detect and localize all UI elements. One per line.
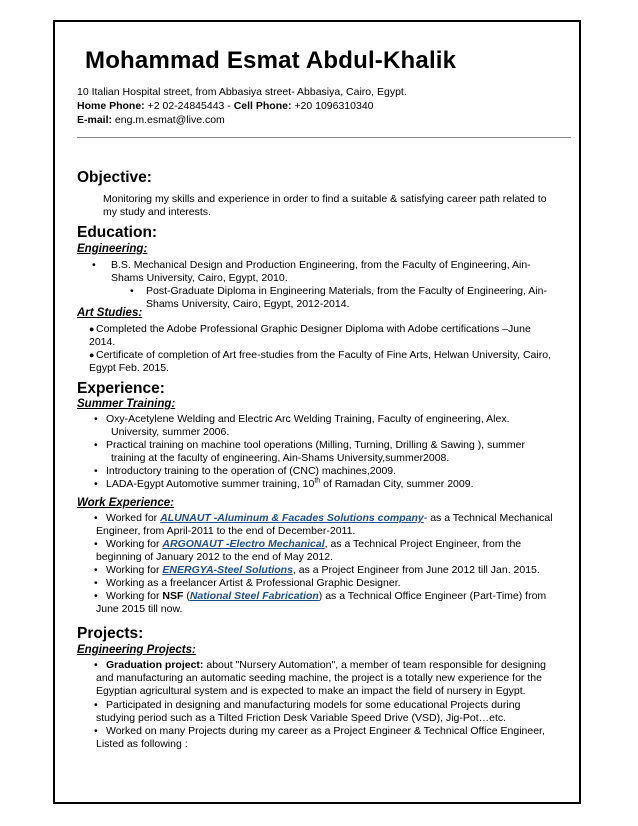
summer-training-subheading: Summer Training: [77, 398, 176, 410]
work-alunaut-line-1 [106, 512, 553, 525]
resume-name: Mohammad Esmat Abdul-Khalik [85, 47, 457, 74]
energya-link[interactable]: ENERGYA-Steel Solutions [162, 564, 293, 576]
bullet-icon: • [94, 478, 98, 490]
bullet-icon: • [94, 659, 98, 671]
work-freelancer-line: Working as a freelancer Artist & Professional Graphic Designer. [106, 577, 401, 589]
summer-lada-line [106, 478, 474, 491]
project-models-line-1: Participated in designing and manufacturing models for some educational Projects during [106, 699, 521, 711]
lada-text: LADA-Egypt Automotive summer training, 10 [106, 478, 315, 490]
bullet-icon: ● [89, 350, 95, 360]
work-text: ( [183, 590, 190, 602]
work-text: Working for [106, 538, 163, 550]
cell-phone-value: +20 1096310340 [291, 100, 374, 112]
project-models-line-2: studying period such as a Tilted Friction Desk Variable Speed Drive (VSD), Jig-Pot…etc. [96, 712, 507, 724]
home-phone-value: +2 02-24845443 - [144, 100, 234, 112]
engineering-subheading: Engineering: [77, 243, 148, 255]
summer-cnc-line: Introductory training to the operation of (CNC) machines,2009. [106, 465, 397, 477]
art-adobe-line-2: 2014. [89, 336, 116, 348]
art-fineart-line-1: Certificate of completion of Art free-studies from the Faculty of Fine Arts, Helwan University, Cairo, [96, 349, 551, 361]
work-text: Worked for [106, 512, 161, 524]
work-energya-line [106, 564, 540, 577]
work-text: Working for [106, 564, 163, 576]
graduation-bold: Graduation project: [106, 659, 204, 671]
summer-welding-line-2: University, summer 2006. [111, 426, 230, 438]
nsf-bold: NSF [162, 590, 184, 602]
work-argonaut-line-2: beginning of January 2012 to the end of May 2012. [96, 551, 334, 563]
edu-diploma-line-2: Shams University, Cairo, Egypt, 2012-2014. [146, 298, 350, 310]
work-experience-subheading: Work Experience: [77, 497, 174, 509]
email-value: eng.m.esmat@live.com [112, 114, 225, 126]
alunaut-link[interactable]: ALUNAUT -Aluminum & Facades Solutions company [160, 512, 424, 524]
nsf-link[interactable]: National Steel Fabrication [189, 590, 319, 602]
lada-sup: th [314, 477, 321, 485]
bullet-icon: • [94, 439, 98, 451]
work-alunaut-line-2: Engineer, from April-2011 to the end of December-2011. [96, 525, 356, 537]
art-fineart-line-2: Egypt Feb. 2015. [89, 362, 169, 374]
edu-bs-line-1: B.S. Mechanical Design and Production Engineering, from the Faculty of Engineering, Ain- [111, 259, 531, 271]
project-graduation-line-1 [106, 659, 546, 672]
project-career-line-1: Worked on many Projects during my career as a Project Engineer & Technical Office Engineer, [106, 725, 545, 737]
phone-line [77, 100, 374, 113]
bullet-icon: ● [89, 324, 95, 334]
bullet-icon: • [94, 538, 98, 550]
work-text: Working for [106, 590, 163, 602]
edu-bs-line-2: Shams University, Cairo, Egypt, 2010. [111, 272, 288, 284]
lada-text-end: of Ramadan City, summer 2009. [320, 478, 474, 490]
edu-diploma-line-1: Post-Graduate Diploma in Engineering Materials, from the Faculty of Engineering, Ain- [146, 285, 547, 297]
bullet-icon: • [94, 465, 98, 477]
bullet-icon: • [94, 413, 98, 425]
bullet-icon: • [92, 259, 96, 271]
summer-machine-line-2: training at the faculty of engineering, Ain-Shams University,summer2008. [111, 452, 450, 464]
project-graduation-line-2: and manufacturing an automatic seeding machine, the project is a totally new experience for the [96, 672, 542, 684]
work-argonaut-line-1 [106, 538, 521, 551]
bullet-icon: • [94, 699, 98, 711]
objective-text-1: Monitoring my skills and experience in order to find a suitable & satisfying career path related to [103, 193, 547, 205]
bullet-icon: • [94, 577, 98, 589]
bullet-icon: • [130, 285, 134, 297]
work-text: , as a Project Engineer from June 2012 till Jan. 2015. [292, 564, 540, 576]
bullet-icon: • [94, 564, 98, 576]
art-adobe-line-1: Completed the Adobe Professional Graphic Designer Diploma with Adobe certifications –June [96, 323, 531, 335]
bullet-icon: • [94, 725, 98, 737]
project-career-line-2: Listed as following : [96, 738, 188, 750]
work-text: ) as a Technical Office Engineer (Part-Time) from [318, 590, 547, 602]
engineering-projects-subheading: Engineering Projects: [77, 644, 196, 656]
summer-machine-line-1: Practical training on machine tool operations (Milling, Turning, Drilling & Sawing ), summer [106, 439, 526, 451]
work-text: - as a Technical Mechanical [423, 512, 553, 524]
project-text: about "Nursery Automation", a member of team responsible for designing [203, 659, 546, 671]
work-nsf-line-2: June 2015 till now. [96, 603, 183, 615]
argonaut-link[interactable]: ARGONAUT -Electro Mechanical [162, 538, 325, 550]
cell-phone-label: Cell Phone: [233, 100, 292, 112]
objective-heading: Objective: [77, 169, 152, 186]
summer-welding-line-1: Oxy-Acetylene Welding and Electric Arc Welding Training, Faculty of engineering, Alex. [106, 413, 510, 425]
art-studies-subheading: Art Studies: [77, 307, 143, 319]
address-line: 10 Italian Hospital street, from Abbasiya street- Abbasiya, Cairo, Egypt. [77, 86, 407, 98]
home-phone-label: Home Phone: [77, 100, 145, 112]
bullet-icon: • [94, 590, 98, 602]
email-line [77, 114, 225, 127]
project-graduation-line-3: Egyptian agricultural system and is expected to make an impact the field of nursery in Egypt. [96, 685, 526, 697]
work-nsf-line-1 [106, 590, 546, 603]
objective-text-2: my study and interests. [103, 206, 211, 218]
education-heading: Education: [77, 224, 158, 241]
work-text: , as a Technical Project Engineer, from the [324, 538, 522, 550]
bullet-icon: • [94, 512, 98, 524]
email-label: E-mail: [77, 114, 113, 126]
header-divider [77, 137, 571, 138]
experience-heading: Experience: [77, 380, 165, 397]
projects-heading: Projects: [77, 625, 144, 642]
